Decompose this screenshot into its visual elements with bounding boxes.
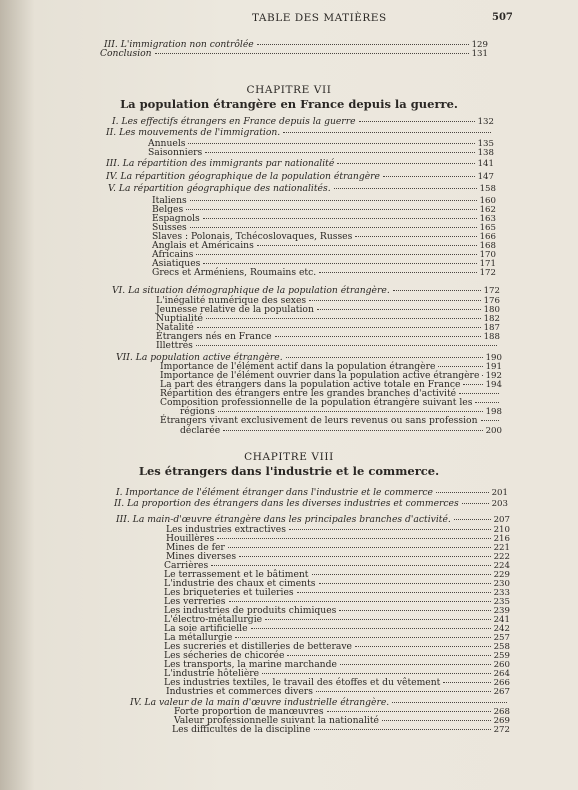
toc-entry-page: 272 — [493, 725, 510, 735]
toc-entry-label: Grecs et Arméniens, Roumains etc. — [152, 267, 317, 278]
toc-entry-label: II. Les mouvements de l'immigration. — [106, 127, 281, 138]
toc-leader-dots — [393, 290, 481, 291]
toc-leader-dots — [206, 318, 481, 319]
toc-leader-dots — [205, 152, 474, 153]
toc-entry-label: Saisonniers — [148, 147, 203, 158]
toc-entry-label: Natalité — [156, 322, 194, 333]
chapter-8-title: Les étrangers dans l'industrie et le commerce. — [138, 464, 440, 478]
toc-entry-label: Les verreries — [164, 596, 226, 607]
toc-leader-dots — [228, 547, 491, 548]
toc-leader-dots — [211, 565, 490, 566]
toc-entry-label: régions — [180, 406, 215, 417]
toc-entry-label: IV. La répartition géographique de la population étrangère — [106, 171, 380, 182]
toc-leader-dots — [257, 245, 477, 246]
toc-entry-page: 230 — [493, 579, 510, 589]
toc-entry-page: 222 — [493, 552, 510, 562]
toc-entry-label: L'industrie des chaux et ciments — [164, 578, 316, 589]
toc-entry-label: Houillères — [166, 533, 215, 544]
toc-entry-label: Italiens — [152, 195, 187, 206]
toc-leader-dots — [275, 336, 481, 337]
toc-entry-page: 160 — [479, 196, 496, 206]
toc-leader-dots — [203, 218, 477, 219]
toc-entry-page: 241 — [493, 615, 510, 625]
toc-entry-page: 176 — [483, 296, 500, 306]
toc-leader-dots — [257, 44, 469, 45]
toc-entry-label: Espagnols — [152, 213, 200, 224]
toc-entry-label: La part des étrangers dans la population active totale en France — [160, 379, 461, 390]
toc-entry-page: 210 — [493, 525, 510, 535]
toc-leader-dots — [475, 402, 499, 403]
toc-entry-page: 168 — [479, 241, 496, 251]
toc-entry-label: Jeunesse relative de la population — [156, 304, 314, 315]
toc-entry-page: 141 — [477, 159, 494, 169]
toc-entry-page: 158 — [479, 184, 496, 194]
toc-entry-page: 239 — [493, 606, 510, 616]
toc-leader-dots — [155, 53, 469, 54]
toc-leader-dots — [229, 601, 491, 602]
toc-entry-page: 235 — [493, 597, 510, 607]
toc-leader-dots — [283, 132, 491, 133]
toc-leader-dots — [239, 556, 491, 557]
toc-leader-dots — [359, 121, 475, 122]
toc-entry-label: Importance de l'élément actif dans la population étrangère — [160, 361, 436, 372]
toc-leader-dots — [319, 583, 491, 584]
toc-entry-page: 132 — [477, 117, 494, 127]
header-title: TABLE DES MATIÈRES — [252, 12, 387, 24]
toc-entry-label: Importance de l'élément ouvrier dans la population active étrangère — [160, 370, 480, 381]
toc-entry-label: IV. La valeur de la main d'œuvre industrielle étrangère. — [130, 697, 390, 708]
toc-entry-label: III. L'immigration non contrôlée — [104, 39, 254, 50]
toc-entry-page: 187 — [483, 323, 500, 333]
toc-leader-dots — [334, 188, 477, 189]
toc-entry — [100, 48, 488, 60]
toc-leader-dots — [383, 176, 475, 177]
toc-entry — [108, 183, 496, 195]
toc-leader-dots — [317, 309, 481, 310]
toc-entry-label: Anglais et Américains — [152, 240, 254, 251]
toc-entry-label: La métallurgie — [164, 632, 233, 643]
toc-entry-label: Les industries extractives — [166, 524, 286, 535]
toc-leader-dots — [454, 519, 491, 520]
toc-leader-dots — [355, 646, 491, 647]
toc-entry-page: 165 — [479, 223, 496, 233]
toc-entry-label: Nuptialité — [156, 313, 203, 324]
toc-entry — [156, 340, 500, 351]
toc-entry-label: III. La répartition des immigrants par nationalité — [106, 158, 335, 169]
toc-entry-label: Les industries de produits chimiques — [164, 605, 337, 616]
toc-entry — [180, 425, 502, 437]
toc-leader-dots — [459, 393, 499, 394]
toc-entry-label: Mines de fer — [166, 542, 225, 553]
chapter-8-heading: CHAPITRE VIII — [244, 451, 334, 463]
toc-leader-dots — [340, 664, 491, 665]
toc-entry-label: Les briqueteries et tuileries — [164, 587, 294, 598]
toc-leader-dots — [297, 592, 491, 593]
toc-leader-dots — [481, 420, 500, 421]
toc-leader-dots — [309, 300, 480, 301]
toc-entry-label: Étrangers vivant exclusivement de leurs revenus ou sans profession — [160, 415, 478, 426]
toc-entry-page: 166 — [479, 232, 496, 242]
toc-entry-label: Les transports, la marine marchande — [164, 659, 337, 670]
toc-entry-label: Les sucreries et distilleries de betterave — [164, 641, 352, 652]
toc-entry-label: Composition professionnelle de la population étrangère suivant les — [160, 397, 473, 408]
toc-leader-dots — [235, 637, 490, 638]
toc-leader-dots — [190, 200, 477, 201]
toc-entry-label: Africains — [152, 249, 194, 260]
toc-entry-label: L'industrie hôtelière — [164, 668, 260, 679]
toc-entry-label: Le terrassement et le bâtiment — [164, 569, 309, 580]
toc-leader-dots — [262, 673, 490, 674]
toc-entry-label: L'inégalité numérique des sexes — [156, 295, 307, 306]
toc-entry-page: 194 — [485, 380, 502, 390]
toc-entry — [172, 724, 510, 736]
toc-entry-page: 229 — [493, 570, 510, 580]
toc-leader-dots — [203, 263, 476, 264]
toc-entry-page: 267 — [493, 687, 510, 697]
toc-entry-page: 188 — [483, 332, 500, 342]
toc-entry-label: VI. La situation démographique de la population étrangère. — [112, 285, 390, 296]
toc-entry — [152, 267, 496, 279]
toc-leader-dots — [196, 345, 497, 346]
toc-leader-dots — [188, 143, 474, 144]
toc-entry-label: Valeur professionnelle suivant la nationalité — [174, 715, 379, 726]
toc-entry-label: I. Les effectifs étrangers en France depuis la guerre — [112, 116, 356, 127]
toc-leader-dots — [327, 711, 491, 712]
toc-entry-page: 201 — [491, 488, 508, 498]
toc-entry-page: 203 — [491, 499, 508, 509]
toc-leader-dots — [316, 691, 491, 692]
toc-leader-dots — [438, 366, 482, 367]
toc-entry-label: Industries et commerces divers — [166, 686, 313, 697]
toc-entry-page: 242 — [493, 624, 510, 634]
toc-entry-label: Les industries textiles, le travail des étoffes et du vêtement — [164, 677, 441, 688]
toc-entry-page: 182 — [483, 314, 500, 324]
toc-entry-page: 135 — [477, 139, 494, 149]
toc-entry-page: 224 — [493, 561, 510, 571]
toc-entry-page: 207 — [493, 515, 510, 525]
chapter-7-title: La population étrangère en France depuis la guerre. — [120, 97, 458, 111]
toc-entry-label: Carrières — [164, 560, 209, 571]
toc-entry-page: 264 — [493, 669, 510, 679]
toc-entry-page: 180 — [483, 305, 500, 315]
toc-entry-label: Illettrés — [156, 340, 193, 351]
toc-leader-dots — [463, 384, 482, 385]
toc-leader-dots — [289, 529, 491, 530]
toc-entry-label: Étrangers nés en France — [156, 331, 272, 342]
chapter-7-heading: CHAPITRE VII — [246, 84, 332, 96]
toc-leader-dots — [462, 503, 489, 504]
toc-entry-label: V. La répartition géographique des nationalités. — [108, 183, 331, 194]
toc-leader-dots — [197, 327, 481, 328]
toc-leader-dots — [265, 619, 491, 620]
toc-entry-page: 192 — [485, 371, 502, 381]
toc-entry-label: Asiatiques — [152, 258, 201, 269]
toc-entry-label: Suisses — [152, 222, 187, 233]
toc-leader-dots — [186, 209, 476, 210]
toc-entry-label: Forte proportion de manœuvres — [174, 706, 324, 717]
toc-entry-page: 172 — [483, 286, 500, 296]
toc-entry — [106, 127, 494, 138]
toc-entry — [106, 158, 494, 170]
toc-leader-dots — [392, 702, 507, 703]
toc-entry-label: Belges — [152, 204, 184, 215]
toc-leader-dots — [218, 411, 483, 412]
toc-entry-page: 170 — [479, 250, 496, 260]
toc-entry-page: 266 — [493, 678, 510, 688]
toc-entry-page: 138 — [477, 148, 494, 158]
toc-leader-dots — [217, 538, 490, 539]
toc-entry-page: 172 — [479, 268, 496, 278]
toc-entry-page: 131 — [471, 49, 488, 59]
toc-entry-page: 233 — [493, 588, 510, 598]
toc-entry-label: III. La main-d'œuvre étrangère dans les principales branches d'activité. — [116, 514, 451, 525]
toc-entry-page: 268 — [493, 707, 510, 717]
toc-entry-label: déclarée — [180, 425, 221, 436]
toc-entry-page: 200 — [485, 426, 502, 436]
toc-leader-dots — [443, 682, 490, 683]
toc-entry-label: II. La proportion des étrangers dans les diverses industries et commerces — [114, 498, 459, 509]
toc-leader-dots — [287, 655, 490, 656]
toc-entry-page: 162 — [479, 205, 496, 215]
toc-entry-label: Conclusion — [100, 48, 152, 59]
toc-leader-dots — [339, 610, 490, 611]
toc-entry — [106, 171, 494, 183]
toc-leader-dots — [312, 574, 491, 575]
toc-entry — [114, 498, 508, 510]
toc-entry-page: 147 — [477, 172, 494, 182]
toc-entry-page: 198 — [485, 407, 502, 417]
toc-entry-page: 171 — [479, 259, 496, 269]
toc-entry-page: 191 — [485, 362, 502, 372]
toc-entry-page: 216 — [493, 534, 510, 544]
toc-entry-label: Slaves : Polonais, Tchécoslovaques, Russes — [152, 231, 353, 242]
toc-leader-dots — [319, 272, 476, 273]
toc-entry-page: 269 — [493, 716, 510, 726]
toc-entry-label: VII. La population active étrangère. — [116, 352, 283, 363]
toc-leader-dots — [436, 492, 489, 493]
toc-leader-dots — [314, 729, 491, 730]
toc-entry-page: 221 — [493, 543, 510, 553]
toc-leader-dots — [251, 628, 491, 629]
toc-entry-label: Annuels — [148, 138, 186, 149]
toc-entry-page: 190 — [485, 353, 502, 363]
toc-entry-label: Les difficultés de la discipline — [172, 724, 311, 735]
toc-entry-label: Répartition des étrangers entre les grandes branches d'activité — [160, 388, 457, 399]
toc-leader-dots — [286, 357, 483, 358]
toc-entry-page: 163 — [479, 214, 496, 224]
toc-leader-dots — [190, 227, 477, 228]
toc-entry-page: 257 — [493, 633, 510, 643]
toc-entry-page: 129 — [471, 40, 488, 50]
running-header — [0, 12, 578, 26]
toc-entry-page: 260 — [493, 660, 510, 670]
toc-entry-label: I. Importance de l'élément étranger dans l'industrie et le commerce — [116, 487, 433, 498]
toc-entry-label: La soie artificielle — [164, 623, 248, 634]
toc-entry-page: 259 — [493, 651, 510, 661]
toc-leader-dots — [337, 163, 474, 164]
toc-entry-label: Les sécheries de chicorée — [164, 650, 285, 661]
toc-entry-label: L'électro-métallurgie — [164, 614, 263, 625]
header-page-number: 507 — [492, 12, 513, 23]
toc-leader-dots — [382, 720, 491, 721]
toc-leader-dots — [196, 254, 476, 255]
toc-entry-page: 258 — [493, 642, 510, 652]
toc-leader-dots — [355, 236, 476, 237]
toc-leader-dots — [223, 430, 482, 431]
toc-entry-label: Mines diverses — [166, 551, 237, 562]
